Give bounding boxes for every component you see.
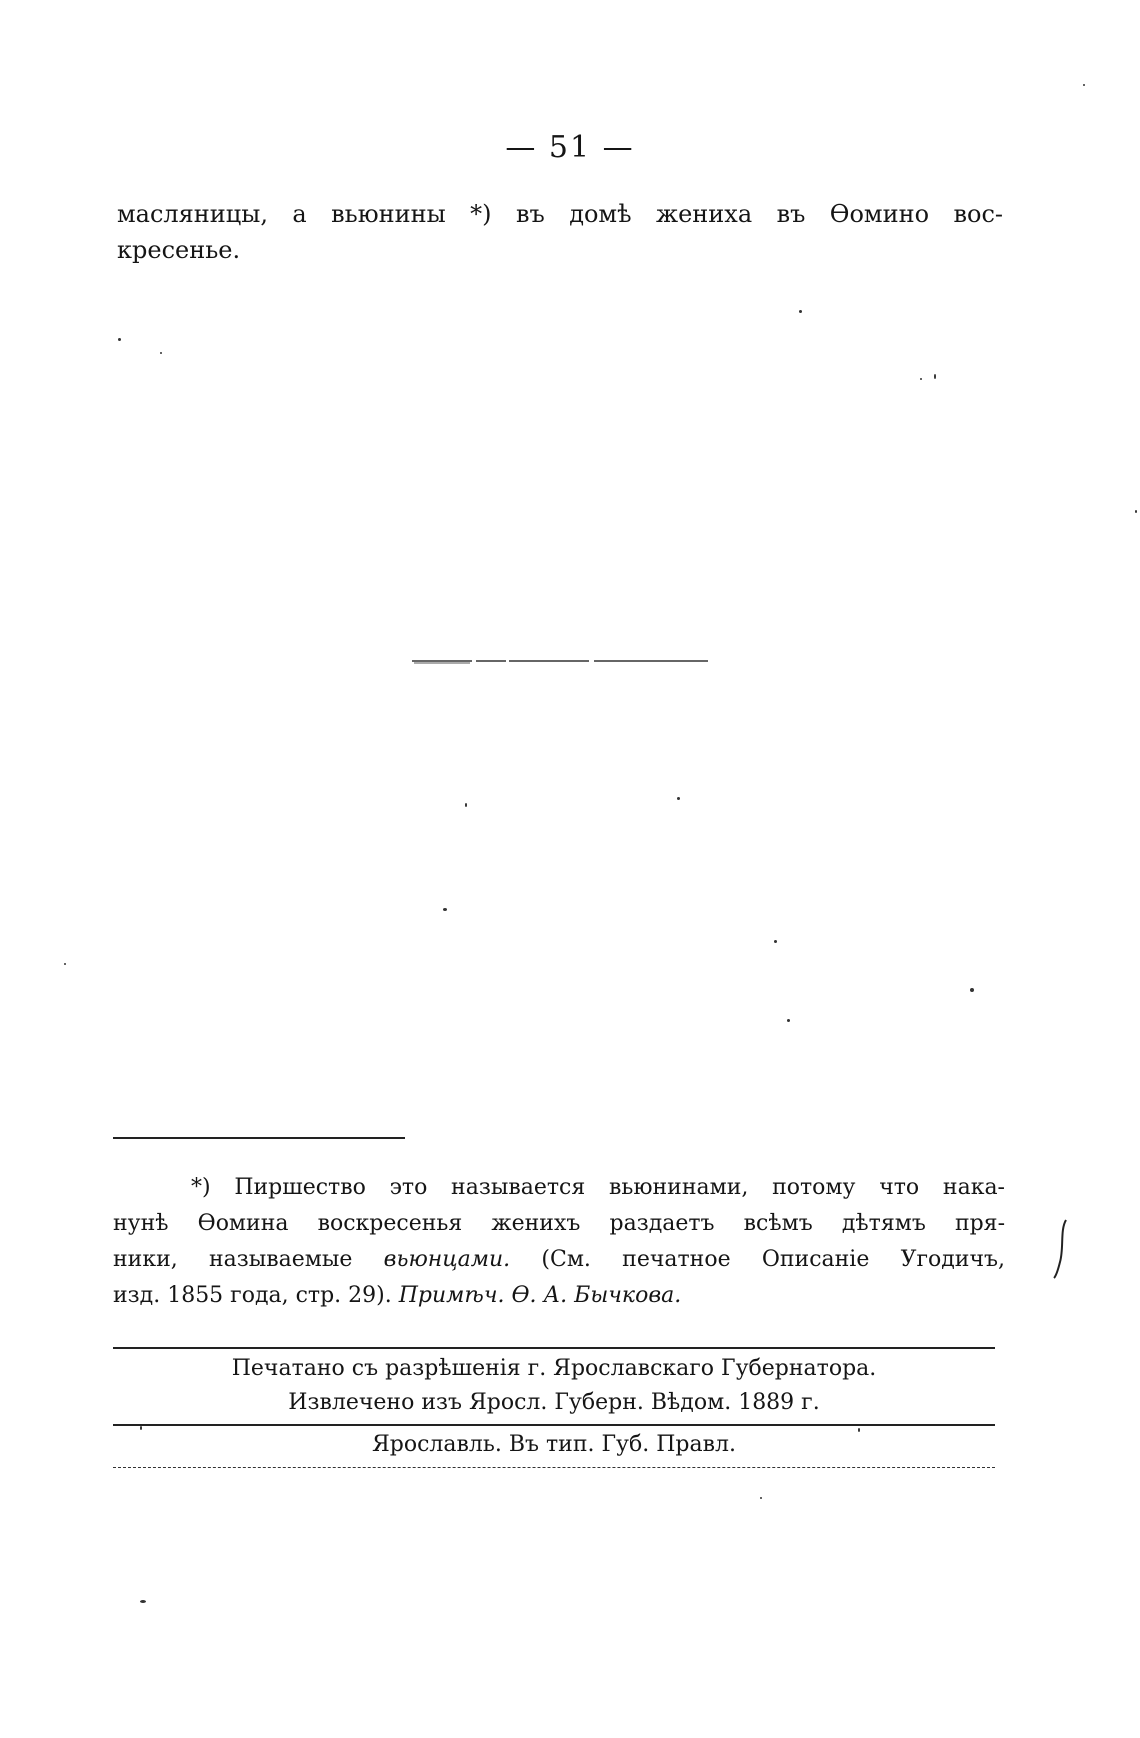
imprint [113,1352,995,1420]
footnote [113,1170,1005,1314]
speck [64,963,66,965]
imprint-source: Извлечено изъ Яросл. Губерн. Вѣдом. 1889 г. [288,1390,820,1415]
footnote-line-1: *) Пиршество это называется вьюнинами, потому что нака- [191,1175,1005,1200]
footnote-attribution: Примѣч. Ѳ. А. Бычкова. [398,1283,682,1308]
imprint-permission: Печатано съ разрѣшенія г. Ярославскаго Губернатора. [231,1356,877,1381]
speck [1135,510,1137,513]
body-line-1: масляницы, а вьюнины *) въ домѣ жениха въ Ѳомино вос- [117,200,1003,228]
printer-line: Ярославль. Въ тип. Губ. Правл. [372,1432,736,1457]
footnote-line-2: нунѣ Ѳомина воскресенья женихъ раздаетъ всѣмъ дѣтямъ пря- [113,1211,1005,1236]
footnote-italic-term: вьюнцами. [383,1247,511,1272]
speck [934,374,936,379]
imprint-rule-middle [113,1424,995,1426]
speck [160,352,162,354]
speck [858,1428,860,1432]
speck [140,1600,146,1603]
footnote-line-3: ники, называемые вьюнцами. (См. печатное Описаніе Угодичъ, [113,1247,1005,1272]
speck [774,940,777,943]
margin-mark [1052,1218,1070,1280]
speck [799,310,802,313]
speck [118,338,121,341]
imprint-rule-bottom [113,1467,995,1468]
body-line-2: кресенье. [117,236,241,264]
page-number: — 51 — [505,130,635,165]
speck [1083,84,1085,86]
imprint-rule-top [113,1347,995,1349]
speck [787,1019,790,1022]
speck [465,803,467,807]
ornament-divider [410,658,710,664]
speck [760,1497,762,1499]
speck [970,988,974,992]
footnote-rule [113,1137,405,1139]
footnote-line-4: изд. 1855 года, стр. 29). Примѣч. Ѳ. А. Бычкова. [113,1283,682,1308]
speck [677,797,680,800]
body-text [117,196,1003,268]
speck [443,908,447,911]
speck [920,378,922,380]
speck [140,1426,142,1430]
